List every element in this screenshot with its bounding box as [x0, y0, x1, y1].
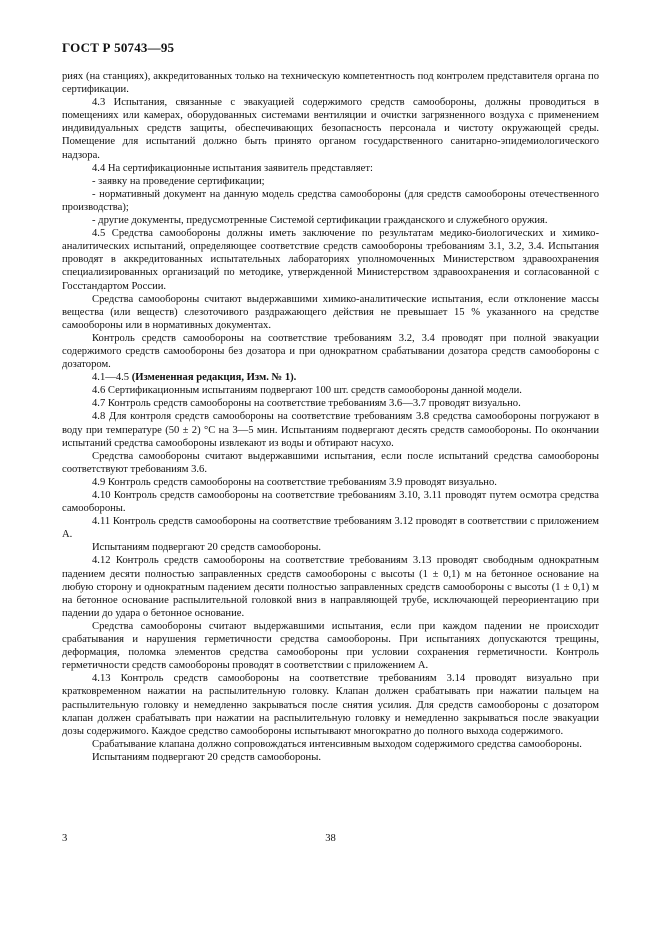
paragraph-control-evacuation: Контроль средств самообороны на соответствие требованиям 3.2, 3.4 проводят при полной эвакуации содержимого средств самообороны без дозатора и при однократном срабатывании дозатора средств самообороны с дозатором.: [62, 332, 599, 371]
paragraph-4-9: 4.9 Контроль средств самообороны на соответствие требованиям 3.9 проводят визуально.: [92, 476, 497, 488]
amendment-range: 4.1—4.5: [92, 372, 130, 384]
paragraph-4-11: 4.11 Контроль средств самообороны на соответствие требованиям 3.12 проводят в соответствии с приложением А.: [62, 516, 599, 541]
paragraph-4-6: 4.6 Сертификационным испытаниям подвергают 100 шт. средств самообороны данной модели.: [92, 385, 522, 397]
paragraph-4-8-result: Средства самообороны считают выдержавшими испытания, если после испытаний средства самообороны соответствуют требованиям 3.6.: [62, 450, 599, 475]
paragraph-4-10: 4.10 Контроль средств самообороны на соответствие требованиям 3.10, 3.11 проводят путем осмотра средства самообороны.: [62, 490, 599, 515]
list-item-application: - заявку на проведение сертификации;: [92, 175, 265, 187]
paragraph-4-3: 4.3 Испытания, связанные с эвакуацией содержимого средств самообороны, должны проводиться в помещениях или камерах, оборудованных системами вентиляции и очистки загрязненного воздуха с применением индивидуальных средств защиты, обеспечивающих безопасность персонала и чистоту окружающей среды. Помещение для испытаний должно быть принято органом государственного санитарно-эпидемиологического надзора.: [62, 97, 599, 161]
paragraph-amendment: [62, 371, 599, 384]
paragraph-4-4: 4.4 На сертификационные испытания заявитель представляет:: [92, 162, 373, 174]
list-item-normative-document: - нормативный документ на данную модель средства самообороны (для средств самообороны отечественного производства);: [62, 188, 599, 213]
document-body: [62, 70, 599, 764]
paragraph-4-13: 4.13 Контроль средств самообороны на соответствие требованиям 3.14 проводят визуально при кратковременном нажатии на распылительную головку. Клапан должен срабатывать при нажатии пальцем на распылительную головку и немедленно закрываться после снятия усилия. Для средств самообороны с дозатором клапан должен срабатывать при нажатии на распылительную головку и немедленно закрываться после эвакуации дозы содержимого. Каждое средство самообороны испытывают многократно до полного выхода содержимого.: [62, 673, 599, 737]
paragraph-4-5: 4.5 Средства самообороны должны иметь заключение по результатам медико-биологических и химико-аналитических испытаний, определяющее соответствие средств самообороны требованиям 3.1, 3.2, 3.4. Испытания проводят в аккредитованных испытательных лабораториях уполномоченных Министерством здравоохранения специализированных организаций по методике, утвержденной Министерством здравоохранения и согласованной с Госстандартом России.: [62, 228, 599, 292]
paragraph-4-12-result: Средства самообороны считают выдержавшими испытания, если при каждом падении не происходит срабатывания и нарушения герметичности средства самообороны. При испытаниях допускаются трещины, деформация, поломка элементов средства самообороны при условии сохранения герметичности. Контроль герметичности средств самообороны проводят в соответствии с приложением А.: [62, 620, 599, 672]
list-item-other-documents: - другие документы, предусмотренные Системой сертификации гражданского и служебного оружия.: [92, 215, 548, 227]
footer-sheet-number: 3: [62, 833, 68, 844]
paragraph-4-11-count: Испытаниям подвергают 20 средств самообороны.: [92, 542, 321, 554]
paragraph-continuation: риях (на станциях), аккредитованных только на техническую компетентность под контролем представителя органа по сертификации.: [62, 71, 599, 96]
amendment-note: (Измененная редакция, Изм. № 1).: [131, 372, 297, 384]
paragraph-4-7: 4.7 Контроль средств самообороны на соответствие требованиям 3.6—3.7 проводят визуально.: [92, 398, 521, 410]
document-header: ГОСТ Р 50743—95: [62, 40, 175, 55]
paragraph-4-13-count: Испытаниям подвергают 20 средств самообороны.: [92, 751, 321, 763]
paragraph-4-13-valve: Срабатывание клапана должно сопровождаться интенсивным выходом содержимого средства самообороны.: [92, 738, 582, 750]
paragraph-4-12: 4.12 Контроль средств самообороны на соответствие требованиям 3.13 проводят свободным однократным падением десяти полностью заправленных средств самообороны с высоты (1 ± 0,1) м на бетонное основание на любую сторону и однократным падением десяти полностью заправленных средств самообороны с высоты (1 ± 0,1) м на бетонное основание распылительной головкой вниз в направляющей трубе, исключающей переориентацию при падении до удара о бетонное основание.: [62, 555, 599, 619]
paragraph-4-8: 4.8 Для контроля средств самообороны на соответствие требованиям 3.8 средства самообороны погружают в воду при температуре (50 ± 2) °С на 3—5 мин. Испытаниям подвергают десять средств самообороны. По окончании испытаний средства самообороны извлекают из воды и обтирают насухо.: [62, 411, 599, 449]
page-number: 38: [325, 833, 336, 844]
paragraph-chemical-tests: Средства самообороны считают выдержавшими химико-аналитические испытания, если отклонение массы вещества (или веществ) слезоточивого раздражающего действия не превышает 15 % указанного на средстве самообороны или в нормативных документах.: [62, 293, 599, 331]
